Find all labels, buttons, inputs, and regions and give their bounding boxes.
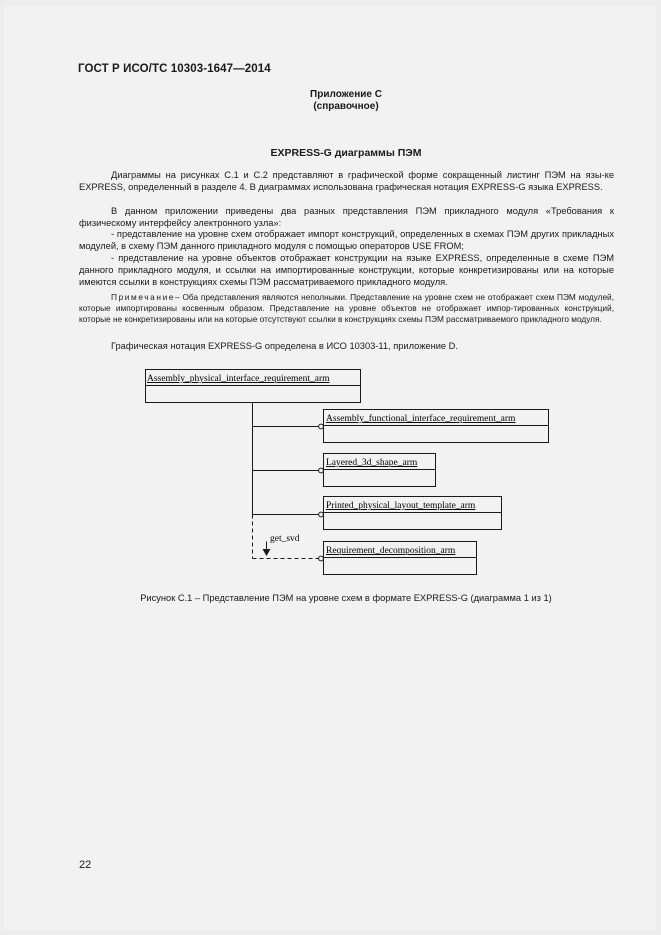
figure-caption: Рисунок С.1 – Представление ПЭМ на уровне схем в формате EXPRESS-G (диаграмма 1 из 1) [140,593,552,603]
standard-header: ГОСТ Р ИСО/ТС 10303-1647—2014 [78,63,271,75]
use-from-marker-2 [319,468,324,473]
section-title: EXPRESS-G диаграммы ПЭМ [270,147,422,159]
paragraph-object-level: - представление на уровне объектов отображает конструкции на языке EXPRESS, определенные в схеме ПЭМ данного прикладного модуля, и ссылки на импортированные конструкции, которые конкретизированы или на которые имеются ссылки в конструкциях схемы ПЭМ рассматриваемого прикладного модуля. [79,253,614,287]
use-from-marker-1 [319,424,324,429]
appendix-subtitle: (справочное) [313,101,379,112]
paragraph-intro: Диаграммы на рисунках С.1 и С.2 представляют в графической форме сокращенный листинг ПЭМ на язы-ке EXPRESS, определенный в разделе 4. В диаграммах использована графическая нотация EXPRESS-G языка EXPRESS. [79,170,614,192]
reference-from-marker [319,556,324,561]
paragraph-schema-level: - представление на уровне схем отображает импорт конструкций, определенных в схемах ПЭМ других прикладных модулей, в схему ПЭМ данного прикладного модуля с помощью операторов USE FROM; [79,229,614,251]
reference-label: get_svd [270,534,300,544]
page-number: 22 [79,859,92,871]
schema-label-used-3: Printed_physical_layout_template_arm [326,501,476,511]
schema-label-used-2: Layered_3d_shape_arm [326,458,418,468]
appendix-title: Приложение С [310,89,382,100]
paragraph-representations: В данном приложении приведены два разных представления ПЭМ прикладного модуля «Требования к физическому интерфейсу электронного узла»: [79,206,614,228]
note-text: – Оба представления являются неполными. Представление на уровне схем не отображает схем ПЭМ модулей, которые импортированы косвенным образом. Представление на уровне объектов не отображает импор-тированных конструкций, которые не конкретизированы или на которые отсутствуют ссылки в конструкциях схемы ПЭМ рассматриваемого прикладного модуля. [79,292,614,324]
reference-arrow-icon [263,549,271,556]
schema-label-main: Assembly_physical_interface_requirement_arm [147,374,330,384]
note-label: Примечание [111,292,176,302]
schema-label-used-1: Assembly_functional_interface_requirement_arm [326,414,516,424]
schema-label-used-4: Requirement_decomposition_arm [326,546,456,556]
notation-paragraph: Графическая нотация EXPRESS-G определена в ИСО 10303-11, приложение D. [111,341,458,351]
use-from-marker-3 [319,512,324,517]
